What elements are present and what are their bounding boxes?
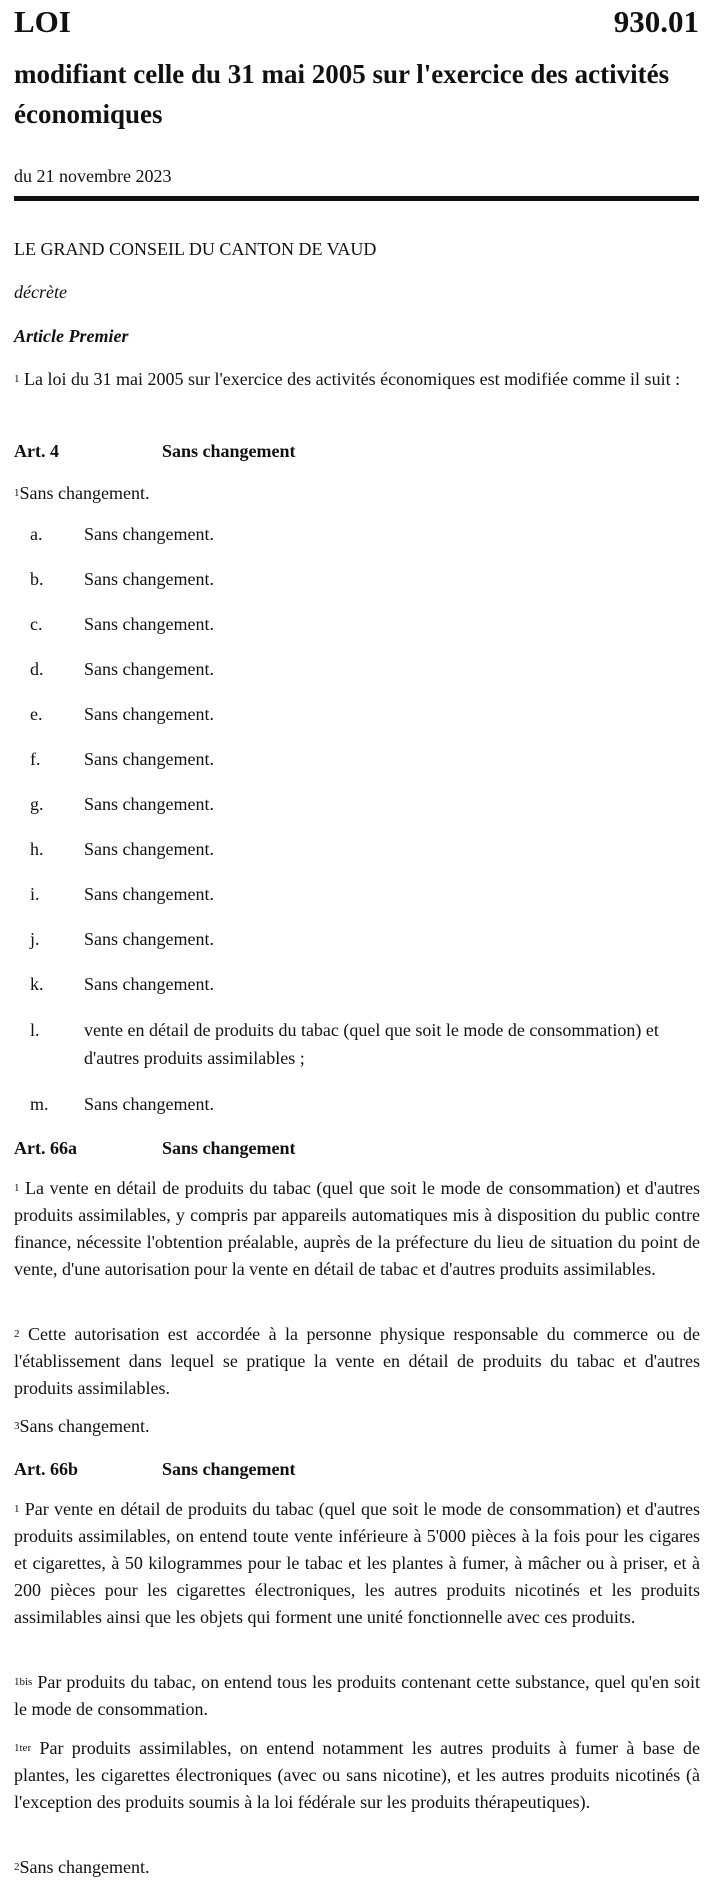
- list-text: Sans changement.: [84, 614, 214, 634]
- enacting-authority: LE GRAND CONSEIL DU CANTON DE VAUD: [14, 239, 377, 259]
- list-item: [30, 655, 680, 683]
- list-letter: a.: [30, 524, 43, 544]
- alinea-number: 1: [14, 373, 20, 385]
- art-66b-al1: [14, 1496, 700, 1631]
- art-66b-al1bis: [14, 1669, 700, 1723]
- list-item: [30, 790, 680, 818]
- alinea-number: 2: [14, 1328, 20, 1340]
- alinea-number: 1: [14, 1503, 20, 1515]
- header-divider: [14, 196, 699, 201]
- list-item: [30, 835, 680, 863]
- list-letter: f.: [30, 749, 41, 769]
- art-66a-al2-text: Cette autorisation est accordée à la personne physique responsable du commerce ou de l'établissement dans lequel se pratique la vente en détail de produits du tabac et d'autres produits assimilables.: [14, 1324, 701, 1398]
- law-title: modifiant celle du 31 mai 2005 sur l'exercice des activités économiques: [14, 59, 670, 129]
- list-item: [30, 970, 680, 998]
- alinea-number: 2: [14, 1861, 20, 1873]
- art-66b-al1bis-text: Par produits du tabac, on entend tous les produits contenant cette substance, quel qu'en soit le mode de consommation.: [14, 1672, 701, 1719]
- art-66a-number: Art. 66a: [14, 1138, 77, 1158]
- list-letter: b.: [30, 569, 44, 589]
- list-letter: k.: [30, 974, 44, 994]
- list-letter: i.: [30, 884, 40, 904]
- list-text: Sans changement.: [84, 974, 214, 994]
- art-66a-heading: [14, 1137, 296, 1159]
- doc-type: LOI: [14, 4, 71, 39]
- article-premier-heading: Article Premier: [14, 326, 129, 346]
- art-66b-al2-text: Sans changement.: [19, 1857, 150, 1877]
- list-letter: m.: [30, 1094, 49, 1114]
- list-letter: l.: [30, 1020, 40, 1040]
- art-66a-al2: [14, 1321, 700, 1402]
- list-item: [30, 520, 680, 548]
- art-66b-al2: [14, 1856, 700, 1878]
- list-item: [30, 565, 680, 593]
- art-4-heading: [14, 440, 296, 462]
- list-letter: e.: [30, 704, 43, 724]
- list-text: Sans changement.: [84, 569, 214, 589]
- list-letter: j.: [30, 929, 40, 949]
- art-66a-status: Sans changement: [162, 1138, 296, 1158]
- art-66b-al1ter-text: Par produits assimilables, on entend notamment les autres produits à fumer à base de plantes, les cigarettes électroniques (avec ou sans nicotine), et les autres produits nicotinés (à l'exception des produits soumis à la loi fédérale sur les produits thérapeutiques).: [14, 1738, 700, 1812]
- list-item: [30, 1016, 680, 1072]
- art-4-al1-text: Sans changement.: [19, 483, 150, 503]
- list-item: [30, 1090, 680, 1118]
- art-66b-number: Art. 66b: [14, 1459, 78, 1479]
- list-text: Sans changement.: [84, 704, 214, 724]
- alinea-number: 1: [14, 487, 20, 499]
- art-66a-al3: [14, 1415, 700, 1437]
- art-66a-al1: [14, 1175, 700, 1283]
- art-66b-status: Sans changement: [162, 1459, 296, 1479]
- list-letter: h.: [30, 839, 44, 859]
- list-letter: d.: [30, 659, 44, 679]
- art-4-al1: [14, 482, 700, 504]
- list-text: Sans changement.: [84, 1094, 214, 1114]
- list-text: Sans changement.: [84, 524, 214, 544]
- list-text: Sans changement.: [84, 839, 214, 859]
- list-letter: c.: [30, 614, 43, 634]
- list-item: [30, 610, 680, 638]
- article-premier-intro: [14, 366, 700, 393]
- list-text: Sans changement.: [84, 884, 214, 904]
- intro-text: La loi du 31 mai 2005 sur l'exercice des activités économiques est modifiée comme il suit :: [24, 369, 681, 389]
- header-row: [14, 4, 699, 44]
- list-text: Sans changement.: [84, 659, 214, 679]
- list-item: [30, 700, 680, 728]
- art-4-number: Art. 4: [14, 441, 59, 461]
- art-66b-al1-text: Par vente en détail de produits du tabac (quel que soit le mode de consommation) et d'autres produits assimilables, on entend toute vente inférieure à 5'000 pièces à la fois pour les cigares et cigarettes, à 50 kilogrammes pour le tabac et les plantes à fumer, à mâcher ou à priser, et à 200 pièces pour les cigarettes électroniques, les autres produits nicotinés et les produits assimilables ainsi que les objets qui forment une unité fonctionnelle avec ces produits.: [14, 1499, 701, 1627]
- alinea-number: 1: [14, 1182, 20, 1194]
- law-date: du 21 novembre 2023: [14, 166, 172, 186]
- art-66b-al1ter: [14, 1735, 700, 1816]
- decree-word: décrète: [14, 282, 67, 302]
- list-item: [30, 745, 680, 773]
- art-66a-al1-text: La vente en détail de produits du tabac (quel que soit le mode de consommation) et d'autres produits assimilables, y compris par appareils automatiques mis à disposition du public contre finance, nécessite l'obtention préalable, auprès de la préfecture du lieu de situation du point de vente, d'une autorisation pour la vente en détail de tabac et d'autres produits assimilables.: [14, 1178, 700, 1279]
- list-text: vente en détail de produits du tabac (quel que soit le mode de consommation) et d'autres produits assimilables ;: [84, 1020, 659, 1068]
- art-66a-al3-text: Sans changement.: [19, 1416, 150, 1436]
- list-text: Sans changement.: [84, 794, 214, 814]
- art-4-status: Sans changement: [162, 441, 296, 461]
- art-66b-heading: [14, 1458, 296, 1480]
- list-text: Sans changement.: [84, 749, 214, 769]
- alinea-number: 1ter: [14, 1742, 32, 1754]
- list-item: [30, 880, 680, 908]
- list-item: [30, 925, 680, 953]
- alinea-number: 3: [14, 1420, 20, 1432]
- doc-number: 930.01: [613, 4, 699, 39]
- alinea-number: 1bis: [14, 1676, 33, 1688]
- list-letter: g.: [30, 794, 44, 814]
- list-text: Sans changement.: [84, 929, 214, 949]
